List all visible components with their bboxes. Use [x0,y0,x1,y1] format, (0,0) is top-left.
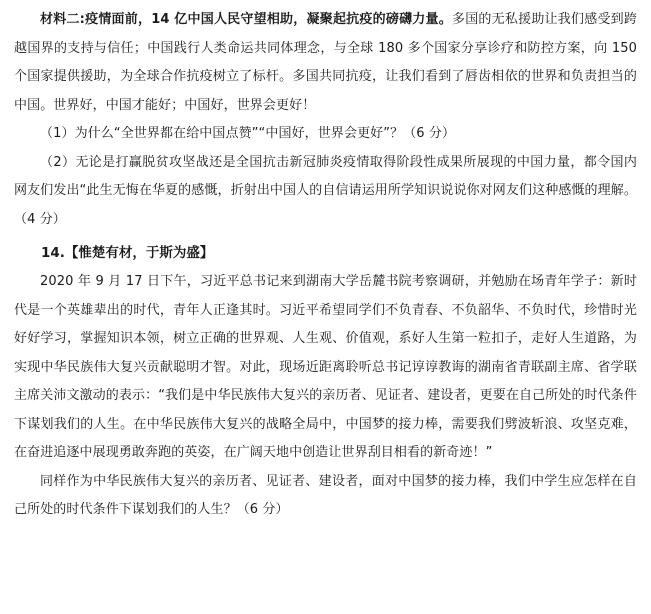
material-2-bold-text: 疫情面前，14 亿中国人民守望相助，凝聚起抗疫的磅礴力量。 [84,12,452,27]
question-1: （1）为什么“全世界都在给中国点赞”“中国好，世界会更好”？（6 分） [40,126,456,141]
material-2-text: 多国的无私援助让我们感受到跨越国界的支持与信任；中国践行人类命运共同体理念，与全球 180 多个国家分享诊疗和防控方案，向 150 个国家提供援助，为全球合作抗疫树立了标杆。多国共同抗疫，让我们看到了唇齿相依的世界和负责担当的中国。世界好，中国才能好；中国好，世界会更好！ [14,12,637,113]
section-14-title: 【惟楚有材，于斯为盛】 [64,245,214,261]
material-2-paragraph [14,6,637,120]
passage-paragraph: 2020 年 9 月 17 日下午，习近平总书记来到湖南大学岳麓书院考察调研，并勉励在场青年学子：新时代是一个英雄辈出的时代，青年人正逢其时。习近平希望同学们不负青春、不负韶华、不负时代，珍惜时光好好学习，掌握知识本领，树立正确的世界观、人生观、价值观，系好人生第一粒扣子，走好人生道路，为实现中华民族伟大复兴贡献聪明才智。对此，现场近距离聆听总书记谆谆教诲的湖南省青联副主席、省学联主席关沛文激动的表示：“我们是中华民族伟大复兴的亲历者、见证者、建设者，更要在自己所处的时代条件下谋划我们的人生。在中华民族伟大复兴的战略全局中，中国梦的接力棒，需要我们劈波斩浪、攻坚克难，在奋进追逐中展现勇敢奔跑的英姿，在广阔天地中创造让世界刮目相看的新奇迹！” [14,274,637,460]
section-14-number: 14. [41,245,65,261]
section-14-heading [14,238,637,268]
final-question: 同样作为中华民族伟大复兴的亲历者、见证者、建设者，面对中国梦的接力棒，我们中学生应怎样在自己所处的时代条件下谋划我们的人生？（6 分） [14,473,637,517]
question-2: （2）无论是打赢脱贫攻坚战还是全国抗击新冠肺炎疫情取得阶段性成果所展现的中国力量，都令国内网友们发出“此生无悔在华夏的感慨，折射出中国人的自信请运用所学知识说说你对网友们这种感慨的理解。（4 分） [14,154,637,227]
material-2-label: 材料二: [40,12,85,27]
